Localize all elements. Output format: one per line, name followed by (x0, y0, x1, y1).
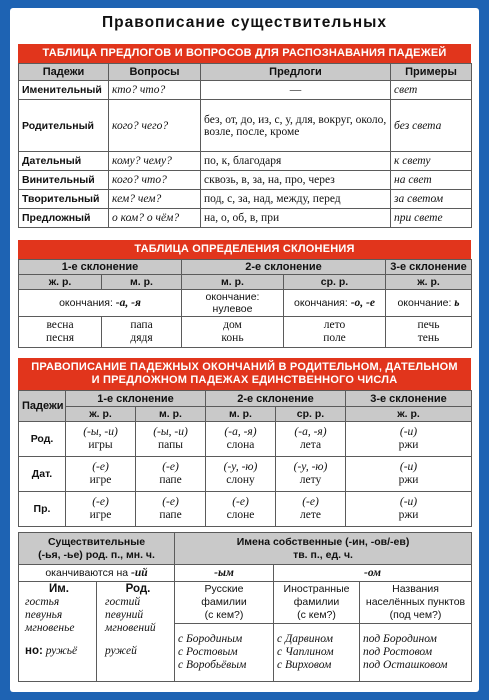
declension-table (18, 259, 472, 348)
proper-names-header (175, 533, 472, 565)
ending-label: окончание: (397, 297, 452, 309)
ending-cell (206, 457, 276, 492)
word: игре (89, 474, 112, 486)
col-question: (под чем?) (389, 609, 442, 621)
gender-label: м. р. (206, 407, 276, 422)
proper-header-line: Имена собственные (-ин, -ов/-ев) (236, 535, 410, 548)
declension-2: 2-е склонение (182, 260, 386, 275)
ending-label: окончания: (59, 297, 113, 309)
example-word: песня (45, 332, 75, 344)
ending: (-е) (162, 461, 179, 473)
declension-panel (18, 240, 471, 348)
case-question: кому? чему? (109, 152, 201, 171)
rod-word: ружей (105, 645, 137, 657)
example-word: тень (417, 332, 440, 344)
word: ржи (398, 509, 419, 521)
endings-header-line: И ПРЕДЛОЖНОМ ПАДЕЖАХ ЕДИНСТВЕННОГО ЧИСЛА (91, 374, 398, 386)
gender-label: ж. р. (66, 407, 136, 422)
case-abbr: Род. (19, 422, 66, 457)
case-prepositions: по, к, благодаря (201, 152, 391, 171)
word: папе (159, 509, 182, 521)
table-row (19, 152, 472, 171)
col-label: Русские фамилии (201, 583, 247, 608)
case-name: Родительный (19, 100, 109, 152)
russian-surnames-head (175, 582, 274, 624)
town: под Осташковом (363, 659, 448, 671)
case-example: на свет (391, 171, 472, 190)
example-word: поле (323, 332, 346, 344)
declension-3: 3-е склонение (346, 391, 472, 407)
proper-header-line: тв. п., ед. ч. (293, 548, 353, 561)
gender-label: м. р. (136, 407, 206, 422)
ending-ym: -ым (175, 565, 274, 582)
ending: (-е) (162, 496, 179, 508)
plural-proper-table (18, 532, 472, 682)
surname: с Вирховом (277, 659, 332, 671)
im-word: гостья (25, 596, 60, 608)
example-words (386, 317, 472, 348)
example-word: дядя (130, 332, 153, 344)
case-name: Предложный (19, 209, 109, 228)
example-words (19, 317, 102, 348)
col-questions: Вопросы (109, 64, 201, 81)
ending-value: ь (454, 297, 460, 309)
case-question: кем? чем? (109, 190, 201, 209)
town: под Бородином (363, 633, 437, 645)
ending-cell (276, 492, 346, 527)
case-prepositions: на, о, об, в, при (201, 209, 391, 228)
table-row (19, 492, 472, 527)
plural-proper-panel (18, 532, 471, 682)
case-example: свет (391, 81, 472, 100)
word: слоне (226, 509, 255, 521)
example-word: весна (46, 319, 74, 331)
table-row (19, 457, 472, 492)
col-prepositions: Предлоги (201, 64, 391, 81)
case-name: Именительный (19, 81, 109, 100)
foreign-surnames (274, 624, 360, 682)
ending-cell (136, 422, 206, 457)
declension-3: 3-е склонение (386, 260, 472, 275)
russian-surnames (175, 624, 274, 682)
ending-cell (276, 422, 346, 457)
col-cases: Падежи (19, 64, 109, 81)
ending-cell (66, 457, 136, 492)
col-label: Названия населённых пунктов (365, 583, 466, 608)
ending-cell (136, 492, 206, 527)
case-prepositions: без, от, до, из, с, у, для, вокруг, около, возле, после, кроме (201, 100, 391, 152)
nouns-header-line: Существительные (47, 535, 146, 548)
case-prepositions: — (201, 81, 391, 100)
ending-cell (346, 422, 472, 457)
im-word: мгновенье (25, 622, 75, 634)
example-word: печь (417, 319, 440, 331)
im-word: ружьё (45, 645, 78, 657)
case-abbr: Пр. (19, 492, 66, 527)
ending-third (386, 290, 472, 317)
table-row (19, 81, 472, 100)
ending-ij-cell (19, 565, 175, 582)
col-question: (с кем?) (204, 609, 244, 621)
surname: с Чаплином (277, 646, 334, 658)
word: ржи (398, 474, 419, 486)
case-question: о ком? о чём? (109, 209, 201, 228)
word: игре (89, 509, 112, 521)
case-abbr: Дат. (19, 457, 66, 492)
surname: с Воробьёвым (178, 659, 247, 671)
gender-label: ср. р. (284, 275, 386, 290)
ending-cell (206, 422, 276, 457)
prepositions-table (18, 63, 472, 228)
case-example: при свете (391, 209, 472, 228)
case-question: кого? чего? (109, 100, 201, 152)
surname: с Бородиным (178, 633, 243, 645)
ending: (-у, -ю) (223, 461, 258, 473)
rod-word: певуний (105, 609, 144, 621)
ending-cell (66, 492, 136, 527)
col-examples: Примеры (391, 64, 472, 81)
example-word: конь (221, 332, 244, 344)
ending-second-masc: окончание: нулевое (182, 290, 284, 317)
word: игры (88, 439, 113, 451)
ending-second-neut (284, 290, 386, 317)
example-words (182, 317, 284, 348)
ending-cell (346, 457, 472, 492)
prepositions-header: ТАБЛИЦА ПРЕДЛОГОВ И ВОПРОСОВ ДЛЯ РАСПОЗНАВАНИЯ ПАДЕЖЕЙ (18, 44, 471, 63)
declension-header: ТАБЛИЦА ОПРЕДЕЛЕНИЯ СКЛОНЕНИЯ (18, 240, 471, 259)
ending-om: -ом (274, 565, 472, 582)
ending: (-и) (399, 426, 418, 438)
page-title: Правописание существительных (102, 14, 387, 31)
im-label: Им. (49, 583, 69, 595)
ending: (-у, -ю) (293, 461, 328, 473)
word: папы (158, 439, 183, 451)
rod-column (97, 582, 175, 682)
example-word: дом (223, 319, 242, 331)
case-example: без света (391, 100, 472, 152)
but-label: но: (25, 645, 43, 657)
surname: с Дарвином (277, 633, 333, 645)
case-example: за светом (391, 190, 472, 209)
word: лету (299, 474, 322, 486)
endings-header (18, 358, 471, 390)
case-prepositions: под, с, за, над, между, перед (201, 190, 391, 209)
town: под Ростовом (363, 646, 433, 658)
case-example: к свету (391, 152, 472, 171)
im-word: певунья (25, 609, 63, 621)
ending: (-и) (399, 461, 418, 473)
ending: (-ы, -и) (83, 426, 118, 438)
ending: (-ы, -и) (153, 426, 188, 438)
endings-panel (18, 358, 471, 527)
ending-first (19, 290, 182, 317)
word: лета (299, 439, 322, 451)
ending: (-а, -я) (294, 426, 327, 438)
declension-1: 1-е склонение (66, 391, 206, 407)
endings-label: оканчиваются на (45, 567, 129, 579)
ending-cell (136, 457, 206, 492)
endings-table (18, 390, 472, 527)
surname: с Ростовым (178, 646, 238, 658)
table-row (19, 171, 472, 190)
word: папе (159, 474, 182, 486)
ending-value: -о, -е (350, 297, 375, 309)
table-row (19, 190, 472, 209)
ending-ij: -ий (131, 567, 148, 579)
table-row (19, 422, 472, 457)
declension-1: 1-е склонение (19, 260, 182, 275)
ending-cell (346, 492, 472, 527)
gender-label: м. р. (182, 275, 284, 290)
sheet (10, 8, 479, 692)
case-name: Творительный (19, 190, 109, 209)
col-cases: Падежи (19, 391, 66, 422)
word: ржи (398, 439, 419, 451)
ending-label: окончания: (294, 297, 348, 309)
ending: (-е) (92, 461, 109, 473)
case-question: кого? что? (109, 171, 201, 190)
example-word: лето (323, 319, 346, 331)
prepositions-panel (18, 44, 471, 228)
col-question: (с кем?) (297, 609, 336, 621)
rod-label: Род. (125, 583, 151, 595)
table-row (19, 100, 472, 152)
table-row (19, 209, 472, 228)
nouns-header-line: (-ья, -ье) род. п., мн. ч. (38, 548, 155, 561)
word: лете (300, 509, 321, 521)
case-prepositions: сквозь, в, за, на, про, через (201, 171, 391, 190)
ending-cell (276, 457, 346, 492)
towns (360, 624, 472, 682)
example-words (102, 317, 182, 348)
ending: (-а, -я) (224, 426, 257, 438)
case-question: кто? что? (109, 81, 201, 100)
case-name: Дательный (19, 152, 109, 171)
example-words (284, 317, 386, 348)
word: слону (226, 474, 255, 486)
ending: (-и) (399, 496, 418, 508)
example-word: папа (130, 319, 153, 331)
foreign-surnames-head (274, 582, 360, 624)
endings-header-line: ПРАВОПИСАНИЕ ПАДЕЖНЫХ ОКОНЧАНИЙ В РОДИТЕЛЬНОМ, ДАТЕЛЬНОМ (31, 361, 458, 373)
ending: (-е) (302, 496, 319, 508)
word: слона (226, 439, 255, 451)
gender-label: ж. р. (19, 275, 102, 290)
towns-head (360, 582, 472, 624)
declension-2: 2-е склонение (206, 391, 346, 407)
gender-label: ж. р. (346, 407, 472, 422)
ending-cell (206, 492, 276, 527)
gender-label: ж. р. (386, 275, 472, 290)
im-column (19, 582, 97, 682)
ending-cell (66, 422, 136, 457)
gender-label: ср. р. (276, 407, 346, 422)
ending: (-е) (92, 496, 109, 508)
rod-word: мгновений (105, 622, 156, 634)
nouns-header (19, 533, 175, 565)
ending: (-е) (232, 496, 249, 508)
ending-value: -а, -я (115, 297, 141, 309)
case-name: Винительный (19, 171, 109, 190)
col-label: Иностранные фамилии (283, 583, 350, 608)
rod-word: гостий (105, 596, 141, 608)
gender-label: м. р. (102, 275, 182, 290)
